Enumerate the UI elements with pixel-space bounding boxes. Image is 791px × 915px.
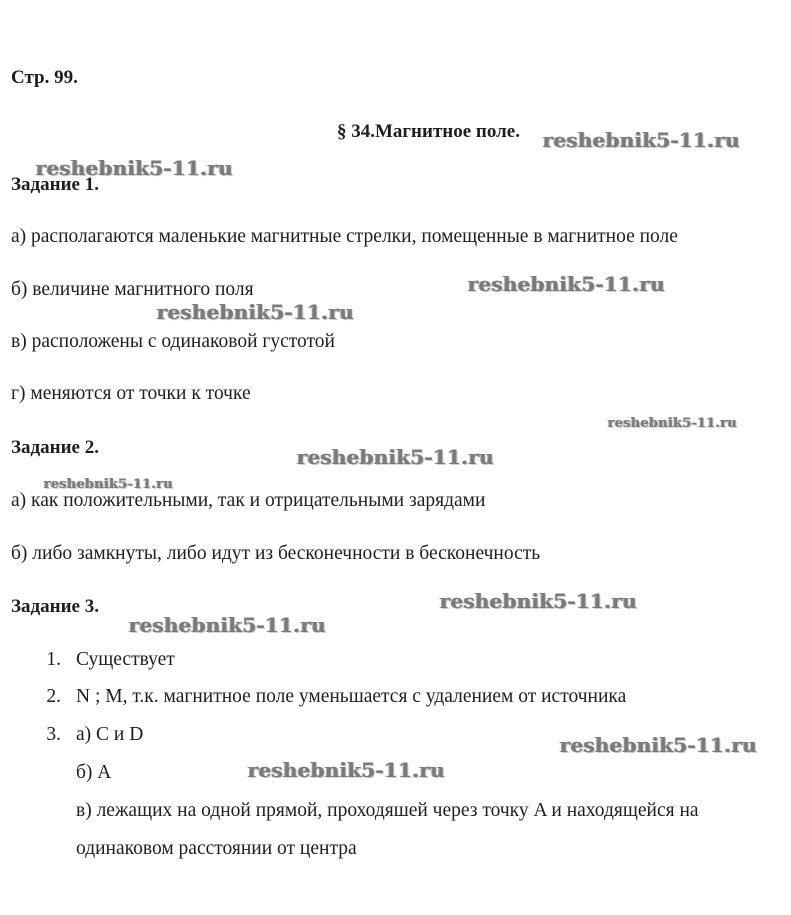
list-item-number: 3. [46,724,61,745]
task-1-answer-d: г) меняются от точки к точке [11,383,251,404]
list-item-number: 1. [46,649,61,670]
watermark: reshebnik5-11.ru [543,128,741,152]
watermark: reshebnik5-11.ru [44,477,174,492]
watermark: reshebnik5-11.ru [36,156,234,180]
watermark: reshebnik5-11.ru [608,416,738,431]
watermark: reshebnik5-11.ru [297,445,495,469]
watermark: reshebnik5-11.ru [248,758,446,782]
task-2-answer-b: б) либо замкнуты, либо идут из бесконечности в бесконечность [11,543,541,564]
watermark: reshebnik5-11.ru [560,733,758,757]
sub-answer-c: в) лежащих на одной прямой, проходяшей через точку A и находящейся на [76,800,699,821]
list-item: N ; M, т.к. магнитное поле уменьшается с удалением от источника [76,686,627,707]
task-1-answer-a: а) располагаются маленькие магнитные стрелки, помещенные в магнитное поле [11,226,678,247]
list-item-number: 2. [46,686,61,707]
sub-answer-c-continued: одинаковом расстоянии от центра [76,838,357,859]
list-item: а) C и D [76,724,144,745]
watermark: reshebnik5-11.ru [129,613,327,637]
watermark: reshebnik5-11.ru [468,272,666,296]
task-3-title: Задание 3. [11,596,99,617]
sub-answer-b: б) A [76,762,112,783]
list-item: Существует [76,649,175,670]
watermark: reshebnik5-11.ru [157,300,355,324]
task-1-answer-c: в) расположены с одинаковой густотой [11,331,335,352]
task-1-answer-b: б) величине магнитного поля [11,279,254,300]
task-2-answer-a: а) как положительными, так и отрицательными зарядами [11,490,486,511]
task-2-title: Задание 2. [11,437,99,458]
section-title: § 34.Магнитное поле. [337,121,520,142]
task-1-title: Задание 1. [11,174,99,195]
page-label: Стр. 99. [11,67,78,88]
watermark: reshebnik5-11.ru [440,589,638,613]
